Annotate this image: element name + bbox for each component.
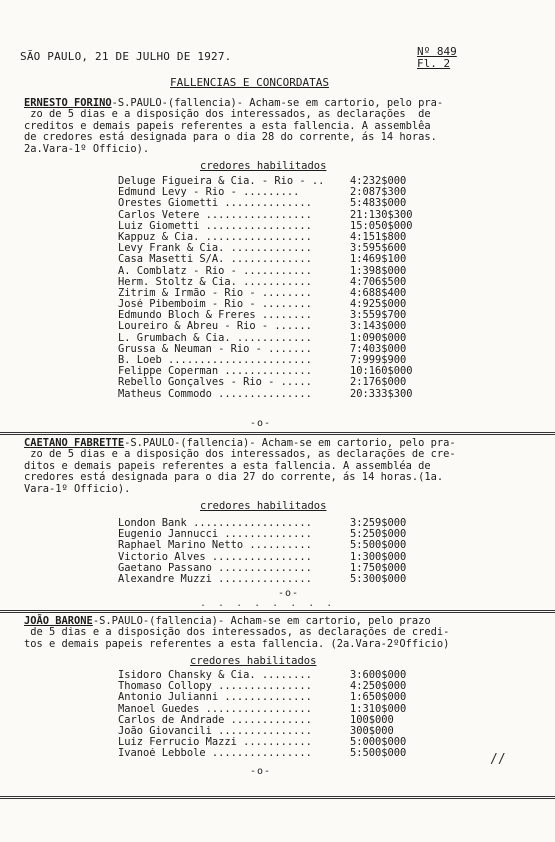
- section-2-line-1: -S.PAULO-(fallencia)- Acham-se em cartorio, pelo pra-: [124, 437, 456, 449]
- creditor-amount: 7:999$900: [350, 354, 407, 366]
- creditor-name: José Pibemboim - Rio - ........: [118, 299, 312, 311]
- creditor-row: [118, 377, 413, 388]
- creditor-row: [118, 254, 413, 265]
- creditor-amount: 5:483$000: [350, 197, 407, 210]
- creditor-amount: 3:600$000: [350, 669, 407, 681]
- creditor-name: Alexandre Muzzi ...............: [118, 573, 312, 585]
- creditor-name: Grussa & Neuman - Rio - .......: [118, 343, 312, 355]
- document-date: SÃO PAULO, 21 DE JULHO DE 1927.: [20, 50, 232, 63]
- creditor-amount: 21:130$300: [350, 208, 413, 221]
- margin-mark: //: [490, 752, 506, 767]
- creditor-amount: 4:925$000: [350, 298, 407, 311]
- creditor-name: Deluge Figueira & Cia. - Rio - ..: [118, 176, 325, 187]
- creditor-name: Edmund Levy - Rio - .........: [118, 187, 300, 199]
- creditor-name: Rebello Gonçalves - Rio - .....: [118, 377, 312, 389]
- creditor-amount: 10:160$000: [350, 365, 413, 378]
- section-3-creditors-list: [118, 670, 406, 760]
- creditor-name: João Giovancili ...............: [118, 725, 312, 737]
- creditor-name: Victorio Alves ................: [118, 551, 312, 563]
- creditor-amount: 5:500$000: [350, 539, 407, 552]
- creditor-amount: 3:143$000: [350, 320, 407, 333]
- creditor-name: B. Loeb .......................: [118, 355, 312, 366]
- creditor-row: [118, 321, 413, 332]
- creditor-amount: 2:176$000: [350, 376, 407, 389]
- section-3-creditors-heading: credores habilitados: [190, 655, 317, 667]
- creditor-name: Eugenio Jannucci ..............: [118, 529, 312, 541]
- creditor-name: Isidoro Chansky & Cia. ........: [118, 670, 312, 681]
- creditor-amount: 1:398$000: [350, 264, 407, 277]
- creditor-name: Zitrim & Irmão - Rio - ........: [118, 287, 312, 299]
- creditor-amount: 1:300$000: [350, 550, 407, 563]
- creditor-row: [118, 692, 406, 703]
- creditor-amount: 4:232$000: [350, 175, 407, 187]
- reference-number: Nº 849: [417, 45, 457, 58]
- creditor-row: [118, 389, 413, 400]
- creditor-name: Luiz Giometti .................: [118, 220, 312, 232]
- document-title: FALLENCIAS E CONCORDATAS: [170, 76, 329, 89]
- creditor-name: A. Comblatz - Rio - ...........: [118, 265, 312, 277]
- creditor-name: Luiz Ferrucio Mazzi ...........: [118, 737, 312, 749]
- section-3-line-1: -S.PAULO-(fallencia)- Acham-se em cartorio, pelo prazo: [92, 615, 431, 627]
- section-1-creditors-list: [118, 176, 413, 400]
- section-1-line-5: 2a.Vara-1º Officio).: [24, 142, 150, 155]
- section-3-line-2: de 5 dias e a disposição dos interessados, as declarações de credi-: [24, 626, 450, 639]
- creditor-row: [118, 574, 406, 585]
- creditor-amount: 1:310$000: [350, 702, 407, 715]
- section-1-line-3: creditos e demais papeis referentes a esta fallencia. A assemblêa: [24, 119, 431, 132]
- creditor-row: [118, 266, 413, 277]
- creditor-amount: 1:090$000: [350, 331, 407, 344]
- section-separator: -o-: [250, 418, 272, 429]
- creditor-name: Loureiro & Abreu - Rio - ......: [118, 321, 312, 333]
- creditor-amount: 5:250$000: [350, 528, 407, 541]
- section-2-line-4: credores está designada para o dia 27 do corrente, ás 14 horas.(1a.: [24, 471, 444, 484]
- creditor-name: Kappuz & Cia. .................: [118, 231, 312, 243]
- creditor-amount: 300$000: [350, 724, 394, 737]
- section-3-line-3: tos e demais papeis referentes a esta fallencia. (2a.Vara-2ºOfficio): [24, 637, 450, 650]
- creditor-name: Antonio Julianni ..............: [118, 692, 312, 704]
- creditor-amount: 20:333$300: [350, 387, 413, 400]
- creditor-amount: 4:688$400: [350, 286, 407, 299]
- creditor-amount: 15:050$000: [350, 219, 413, 232]
- creditor-name: Casa Masetti S/A. .............: [118, 254, 312, 266]
- creditor-row: [118, 198, 413, 209]
- creditor-amount: 2:087$300: [350, 186, 407, 199]
- section-2-line-5: Vara-1º Officio).: [24, 482, 131, 495]
- creditor-amount: 5:000$000: [350, 736, 407, 749]
- creditor-amount: 3:259$000: [350, 517, 407, 529]
- creditor-name: Ivanoé Lebbole ................: [118, 748, 312, 760]
- creditor-amount: 3:595$600: [350, 242, 407, 255]
- creditor-amount: 5:300$000: [350, 572, 407, 585]
- section-3-paragraph: [24, 616, 529, 650]
- creditor-name: Thomaso Collopy ...............: [118, 681, 312, 693]
- creditor-name: Gaetano Passano ...............: [118, 562, 312, 574]
- section-separator: -o-: [278, 588, 300, 599]
- document-reference: [417, 46, 457, 70]
- creditor-amount: 1:469$100: [350, 253, 407, 266]
- section-divider-line: [0, 432, 555, 435]
- section-1-line-1: -S.PAULO-(fallencia)- Acham-se em cartorio, pelo pra-: [111, 97, 444, 109]
- creditor-name: Herm. Stoltz & Cia. ...........: [118, 276, 312, 288]
- reference-sheet: Fl. 2: [417, 57, 451, 70]
- section-2-line-2: zo de 5 dias e a disposição dos interessados, as declarações de cre-: [24, 448, 456, 461]
- creditor-amount: 1:750$000: [350, 561, 407, 574]
- creditor-amount: 1:650$000: [350, 691, 407, 704]
- section-2-creditors-heading: credores habilitados: [200, 500, 327, 512]
- creditor-amount: 4:250$000: [350, 680, 407, 693]
- creditor-amount: 5:500$000: [350, 747, 407, 760]
- section-divider-line: [0, 796, 555, 799]
- creditor-amount: 4:151$800: [350, 230, 407, 243]
- creditor-amount: 100$000: [350, 713, 394, 726]
- creditor-name: Manoel Guedes .................: [118, 703, 312, 715]
- creditor-name: L. Grumbach & Cia. ............: [118, 332, 312, 344]
- creditor-row: [118, 748, 406, 759]
- section-2-paragraph: [24, 438, 529, 495]
- smudge-dots: . . . . . . . .: [200, 598, 336, 609]
- section-3-lead: JOÃO BARONE: [24, 615, 93, 627]
- creditor-name: Carlos de Andrade .............: [118, 714, 312, 726]
- section-1-lead: ERNESTO FORINO: [24, 97, 112, 109]
- creditor-name: Levy Frank & Cia. .............: [118, 243, 312, 255]
- section-2-line-3: ditos e demais papeis referentes a esta fallencia. A assembléa de: [24, 459, 431, 472]
- section-1-paragraph: [24, 98, 529, 155]
- section-divider-line: [0, 610, 555, 613]
- creditor-row: [118, 540, 406, 551]
- creditor-amount: 7:403$000: [350, 342, 407, 355]
- creditor-amount: 4:706$500: [350, 275, 407, 288]
- creditor-amount: 3:559$700: [350, 309, 407, 322]
- creditor-name: Matheus Commodo ...............: [118, 388, 312, 400]
- creditor-name: Raphael Marino Netto ..........: [118, 540, 312, 552]
- creditor-name: Orestes Giometti ..............: [118, 198, 312, 210]
- creditor-name: London Bank ...................: [118, 518, 312, 529]
- section-2-lead: CAETANO FABRETTE: [24, 437, 125, 449]
- creditor-name: Carlos Vetere .................: [118, 209, 312, 221]
- section-2-creditors-list: [118, 518, 406, 585]
- creditor-name: Felippe Coperman ..............: [118, 366, 312, 378]
- section-1-line-2: zo de 5 dias e a disposição dos interessados, as declarações de: [24, 108, 431, 121]
- creditor-name: Edmundo Bloch & Freres ........: [118, 310, 312, 322]
- section-1-creditors-heading: credores habilitados: [200, 160, 327, 172]
- section-1-line-4: de credores está designada para o dia 28 do corrente, ás 14 horas.: [24, 131, 437, 144]
- section-separator: -o-: [250, 766, 272, 777]
